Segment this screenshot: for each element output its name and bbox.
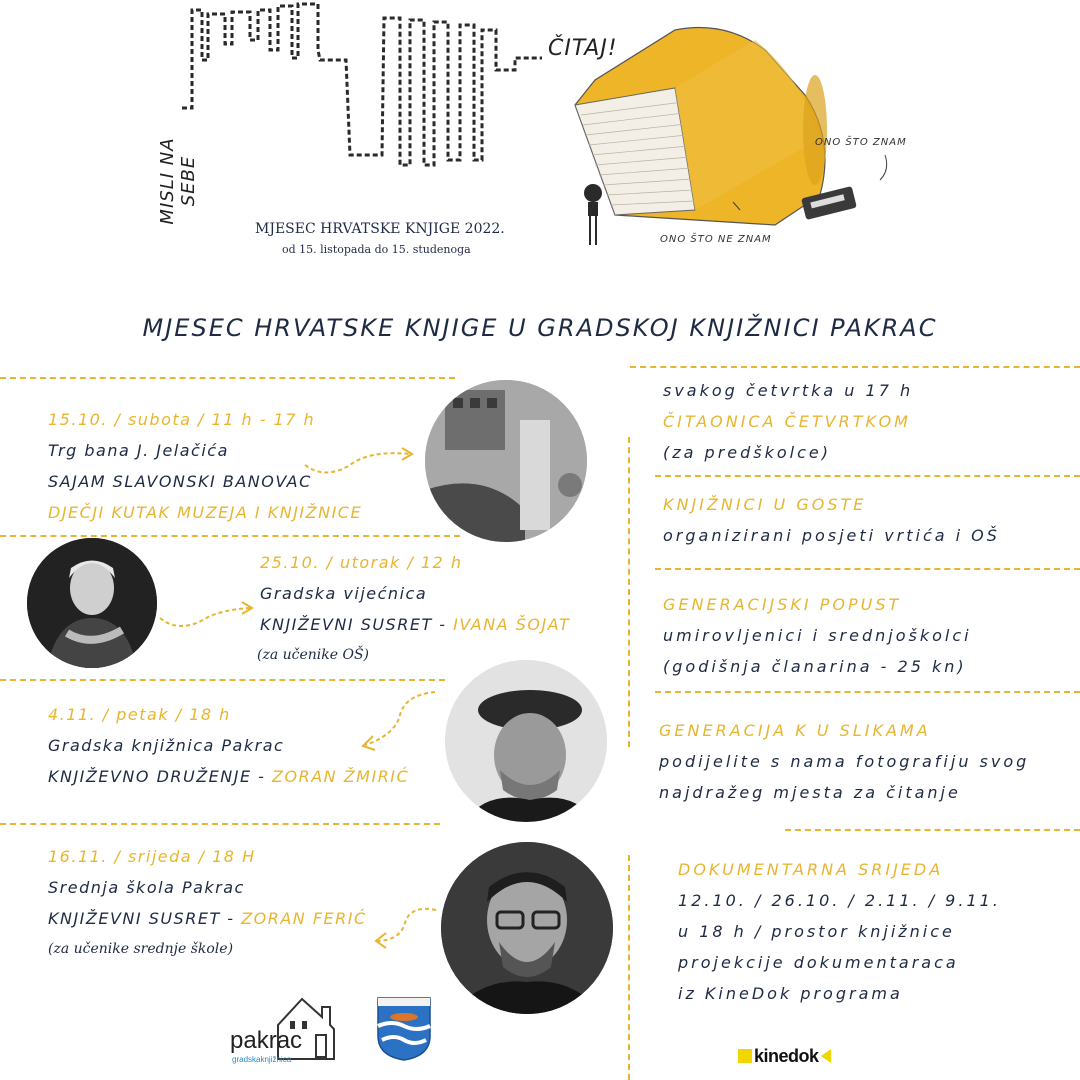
- slogan-vertical: MISLI NA SEBE: [157, 137, 199, 225]
- separator: [785, 829, 1080, 831]
- event-place: Gradska vijećnica: [260, 584, 428, 603]
- event-guest: IVANA ŠOJAT: [453, 615, 571, 634]
- event-date: 15.10. / subota / 11 h - 17 h: [48, 410, 316, 429]
- program-line: organizirani posjeti vrtića i OŠ: [663, 526, 1000, 545]
- separator: [655, 475, 1080, 477]
- event-name: KNJIŽEVNO DRUŽENJE -: [48, 767, 266, 786]
- separator: [655, 691, 1080, 693]
- event-note: (za učenike srednje škole): [48, 941, 234, 957]
- program-title: KNJIŽNICI U GOSTE: [663, 495, 867, 514]
- separator: [0, 535, 460, 537]
- separator-vertical: [628, 855, 630, 1080]
- program-citaonica: [663, 375, 913, 468]
- book-illustration: [555, 10, 900, 260]
- separator: [0, 377, 455, 379]
- coat-of-arms-icon: [376, 996, 432, 1062]
- program-line: najdražeg mjesta za čitanje: [659, 783, 961, 802]
- skyline-dashed-line: [170, 0, 560, 180]
- program-line: (godišnja članarina - 25 kn): [663, 657, 967, 676]
- kinedok-logo: [738, 1046, 831, 1066]
- photo-fair: [425, 380, 587, 542]
- program-line: (za predškolce): [663, 443, 831, 462]
- pakrac-logo-text: pakrac: [230, 1027, 303, 1054]
- program-line: u 18 h / prostor knjižnice: [678, 922, 955, 941]
- label-unknown: ONO ŠTO NE ZNAM: [660, 234, 772, 245]
- program-generacijski-popust: [663, 589, 972, 682]
- event-extra: DJEČJI KUTAK MUZEJA I KNJIŽNICE: [48, 503, 363, 522]
- arrow-icon: [158, 598, 258, 633]
- event-date: 4.11. / petak / 18 h: [48, 705, 231, 724]
- program-pre: svakog četvrtka u 17 h: [663, 381, 914, 400]
- program-title: DOKUMENTARNA SRIJEDA: [678, 860, 944, 879]
- program-line: umirovljenici i srednjoškolci: [663, 626, 972, 645]
- event-name: KNJIŽEVNI SUSRET -: [260, 615, 447, 634]
- label-known: ONO ŠTO ZNAM: [815, 137, 907, 148]
- program-title: GENERACIJA K U SLIKAMA: [659, 721, 931, 740]
- pakrac-logo-subtext: gradskaknjižnica: [232, 1055, 292, 1064]
- event-place: Trg bana J. Jelačića: [48, 441, 229, 460]
- photo-zoran-zmiric: [445, 660, 607, 822]
- pakrac-library-logo: [230, 995, 340, 1065]
- event-name: SAJAM SLAVONSKI BANOVAC: [48, 472, 312, 491]
- program-title: ČITAONICA ČETVRTKOM: [663, 412, 911, 431]
- program-line: podijelite s nama fotografiju svog: [659, 752, 1030, 771]
- program-line: 12.10. / 26.10. / 2.11. / 9.11.: [678, 891, 1001, 910]
- slogan-read: ČITAJ!: [548, 36, 618, 61]
- program-line: projekcije dokumentaraca: [678, 953, 959, 972]
- main-title: MJESEC HRVATSKE KNJIGE U GRADSKOJ KNJIŽNICI PAKRAC: [142, 314, 938, 342]
- event-4: [48, 841, 367, 965]
- program-title: GENERACIJSKI POPUST: [663, 595, 902, 614]
- separator: [0, 679, 445, 681]
- program-dokumentarna-srijeda: [678, 854, 1001, 1009]
- month-dates: od 15. listopada do 15. studenoga: [282, 243, 471, 256]
- photo-zoran-feric: [441, 842, 613, 1014]
- event-place: Srednja škola Pakrac: [48, 878, 245, 897]
- event-guest: ZORAN ŽMIRIĆ: [272, 767, 410, 786]
- event-2: [257, 547, 571, 671]
- program-generacija-k: [659, 715, 1029, 808]
- kinedok-mark-icon: [738, 1049, 752, 1063]
- photo-ivana-sojat: [27, 538, 157, 668]
- separator: [0, 823, 440, 825]
- separator: [655, 568, 1080, 570]
- event-date: 25.10. / utorak / 12 h: [260, 553, 463, 572]
- arrow-icon: [355, 690, 440, 755]
- kinedok-logo-text: kinedok: [754, 1045, 819, 1066]
- event-name: KNJIŽEVNI SUSRET -: [48, 909, 235, 928]
- event-guest: ZORAN FERIĆ: [241, 909, 367, 928]
- separator: [630, 366, 1080, 368]
- arrow-icon: [370, 905, 440, 950]
- separator-vertical: [628, 437, 630, 747]
- kinedok-mark-icon: [821, 1049, 831, 1063]
- event-place: Gradska knjižnica Pakrac: [48, 736, 285, 755]
- program-knjiznici-u-goste: [663, 489, 1000, 551]
- event-note: (za učenike OŠ): [257, 647, 370, 663]
- program-line: iz KineDok programa: [678, 984, 903, 1003]
- month-title: MJESEC HRVATSKE KNJIGE 2022.: [255, 221, 505, 237]
- arrow-icon: [300, 440, 420, 480]
- event-date: 16.11. / srijeda / 18 H: [48, 847, 256, 866]
